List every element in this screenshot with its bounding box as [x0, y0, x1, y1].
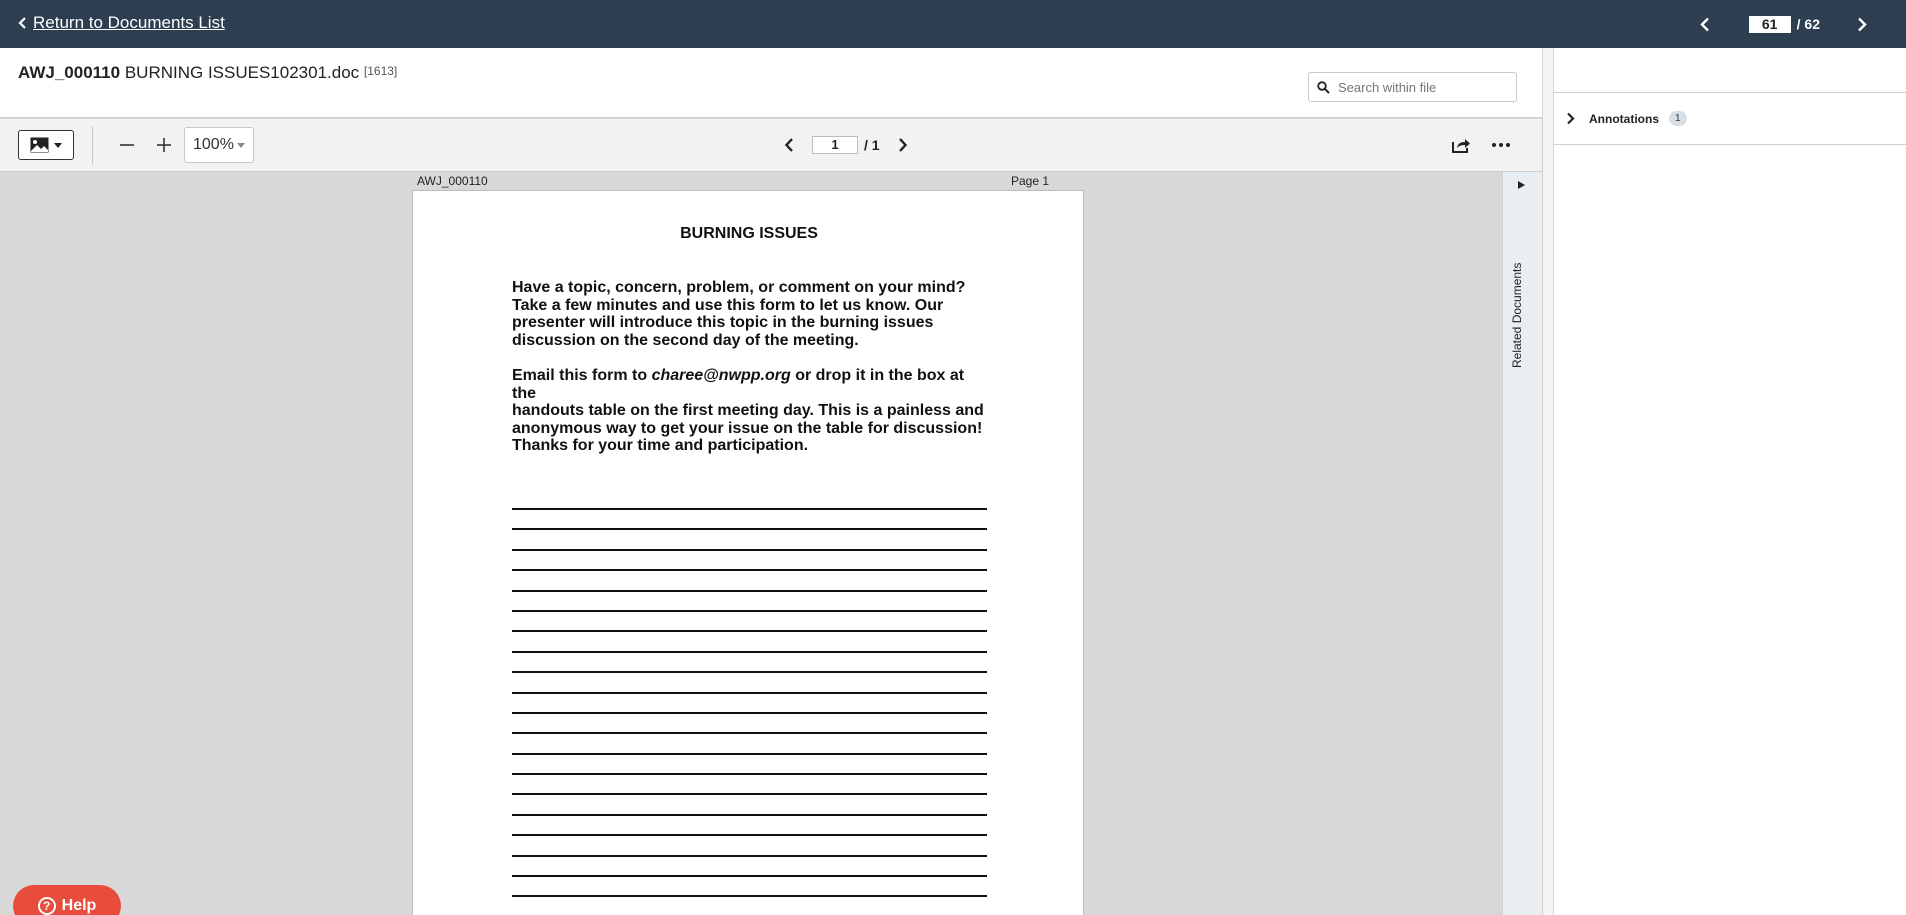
email-text-after: or drop it in the box at the handouts table on the first meeting day. This is a painless and anonymous way to get your issue on the table for discussion! — [512, 367, 984, 437]
view-mode-dropdown[interactable] — [18, 130, 74, 160]
blank-line — [512, 569, 987, 571]
next-document-button[interactable] — [1848, 10, 1876, 38]
triangle-right-icon — [1518, 181, 1525, 189]
page-number-label: Page 1 — [1011, 174, 1050, 188]
blank-line — [512, 590, 987, 592]
blank-line — [512, 875, 987, 877]
page-heading: BURNING ISSUES — [680, 225, 818, 242]
image-icon — [30, 137, 49, 153]
blank-line — [512, 814, 987, 816]
blank-line — [512, 610, 987, 612]
zoom-level-value: 100% — [193, 136, 234, 153]
more-horizontal-icon — [1492, 143, 1510, 147]
zoom-in-button[interactable] — [151, 132, 177, 158]
blank-response-lines — [512, 508, 987, 915]
annotations-count-badge: 1 — [1669, 111, 1687, 126]
question-icon: ? — [38, 897, 56, 915]
blank-line — [512, 692, 987, 694]
search-input[interactable] — [1338, 80, 1508, 95]
search-icon — [1317, 81, 1330, 94]
blank-line — [512, 508, 987, 510]
share-button[interactable] — [1448, 132, 1474, 158]
blank-line — [512, 895, 987, 897]
blank-line — [512, 712, 987, 714]
blank-line — [512, 753, 987, 755]
right-panel-header — [1554, 48, 1906, 93]
help-button[interactable] — [13, 885, 121, 915]
email-paragraph — [512, 367, 992, 437]
zoom-out-button[interactable] — [114, 132, 140, 158]
blank-line — [512, 855, 987, 857]
plus-icon — [156, 137, 172, 153]
chevron-left-icon — [18, 17, 27, 29]
annotations-label: Annotations — [1589, 111, 1659, 126]
bates-number: AWJ_000110 — [18, 63, 121, 82]
document-header — [0, 48, 1542, 118]
thanks-paragraph: Thanks for your time and participation. — [512, 437, 809, 454]
page-bates-label: AWJ_000110 — [417, 174, 488, 188]
page-navigator — [778, 132, 914, 158]
caret-down-icon — [54, 143, 62, 148]
chevron-right-icon — [1857, 17, 1868, 32]
viewer-toolbar — [0, 119, 1542, 172]
caret-down-icon — [237, 143, 245, 148]
chevron-left-icon — [1699, 17, 1710, 32]
previous-page-button[interactable] — [778, 132, 800, 158]
minus-icon — [119, 137, 135, 153]
return-to-documents-link[interactable] — [18, 13, 225, 33]
chevron-right-icon — [1566, 112, 1575, 125]
blank-line — [512, 834, 987, 836]
document-title — [18, 63, 397, 83]
related-documents-label: Related Documents — [1510, 262, 1524, 368]
document-viewport[interactable] — [0, 172, 1502, 915]
document-navigator — [1691, 10, 1876, 38]
blank-line — [512, 671, 987, 673]
panel-resize-handle[interactable] — [1542, 48, 1554, 915]
chevron-right-icon — [898, 138, 908, 152]
email-address: charee@nwpp.org — [651, 367, 791, 384]
blank-line — [512, 549, 987, 551]
top-bar — [0, 0, 1906, 48]
blank-line — [512, 773, 987, 775]
previous-document-button[interactable] — [1691, 10, 1719, 38]
help-label: Help — [61, 897, 97, 914]
blank-line — [512, 528, 987, 530]
annotations-section-toggle[interactable] — [1554, 93, 1906, 145]
chevron-left-icon — [784, 138, 794, 152]
document-index-input[interactable]: 61 — [1749, 16, 1791, 33]
blank-line — [512, 651, 987, 653]
file-name: BURNING ISSUES102301.doc — [124, 63, 360, 82]
blank-line — [512, 630, 987, 632]
next-page-button[interactable] — [892, 132, 914, 158]
share-icon — [1451, 136, 1471, 154]
document-page — [412, 190, 1084, 915]
blank-line — [512, 793, 987, 795]
search-within-file[interactable] — [1308, 72, 1517, 102]
blank-line — [512, 732, 987, 734]
email-text-before: Email this form to — [512, 367, 652, 384]
document-count: [1613] — [363, 64, 398, 78]
page-number-input[interactable]: 1 — [812, 136, 858, 154]
zoom-level-select[interactable] — [184, 127, 254, 163]
page-total: / 1 — [864, 137, 880, 153]
right-side-panel — [1554, 48, 1906, 915]
more-options-button[interactable] — [1488, 132, 1514, 158]
intro-paragraph: Have a topic, concern, problem, or comment on your mind? Take a few minutes and use this form to let us know. Our presenter will introduce this topic in the burning issues discussion on the second day of the meeting. — [512, 279, 966, 349]
toolbar-divider — [92, 126, 93, 165]
related-documents-toggle[interactable] — [1502, 172, 1542, 915]
return-link-label: Return to Documents List — [33, 13, 225, 32]
document-total: / 62 — [1796, 16, 1820, 32]
